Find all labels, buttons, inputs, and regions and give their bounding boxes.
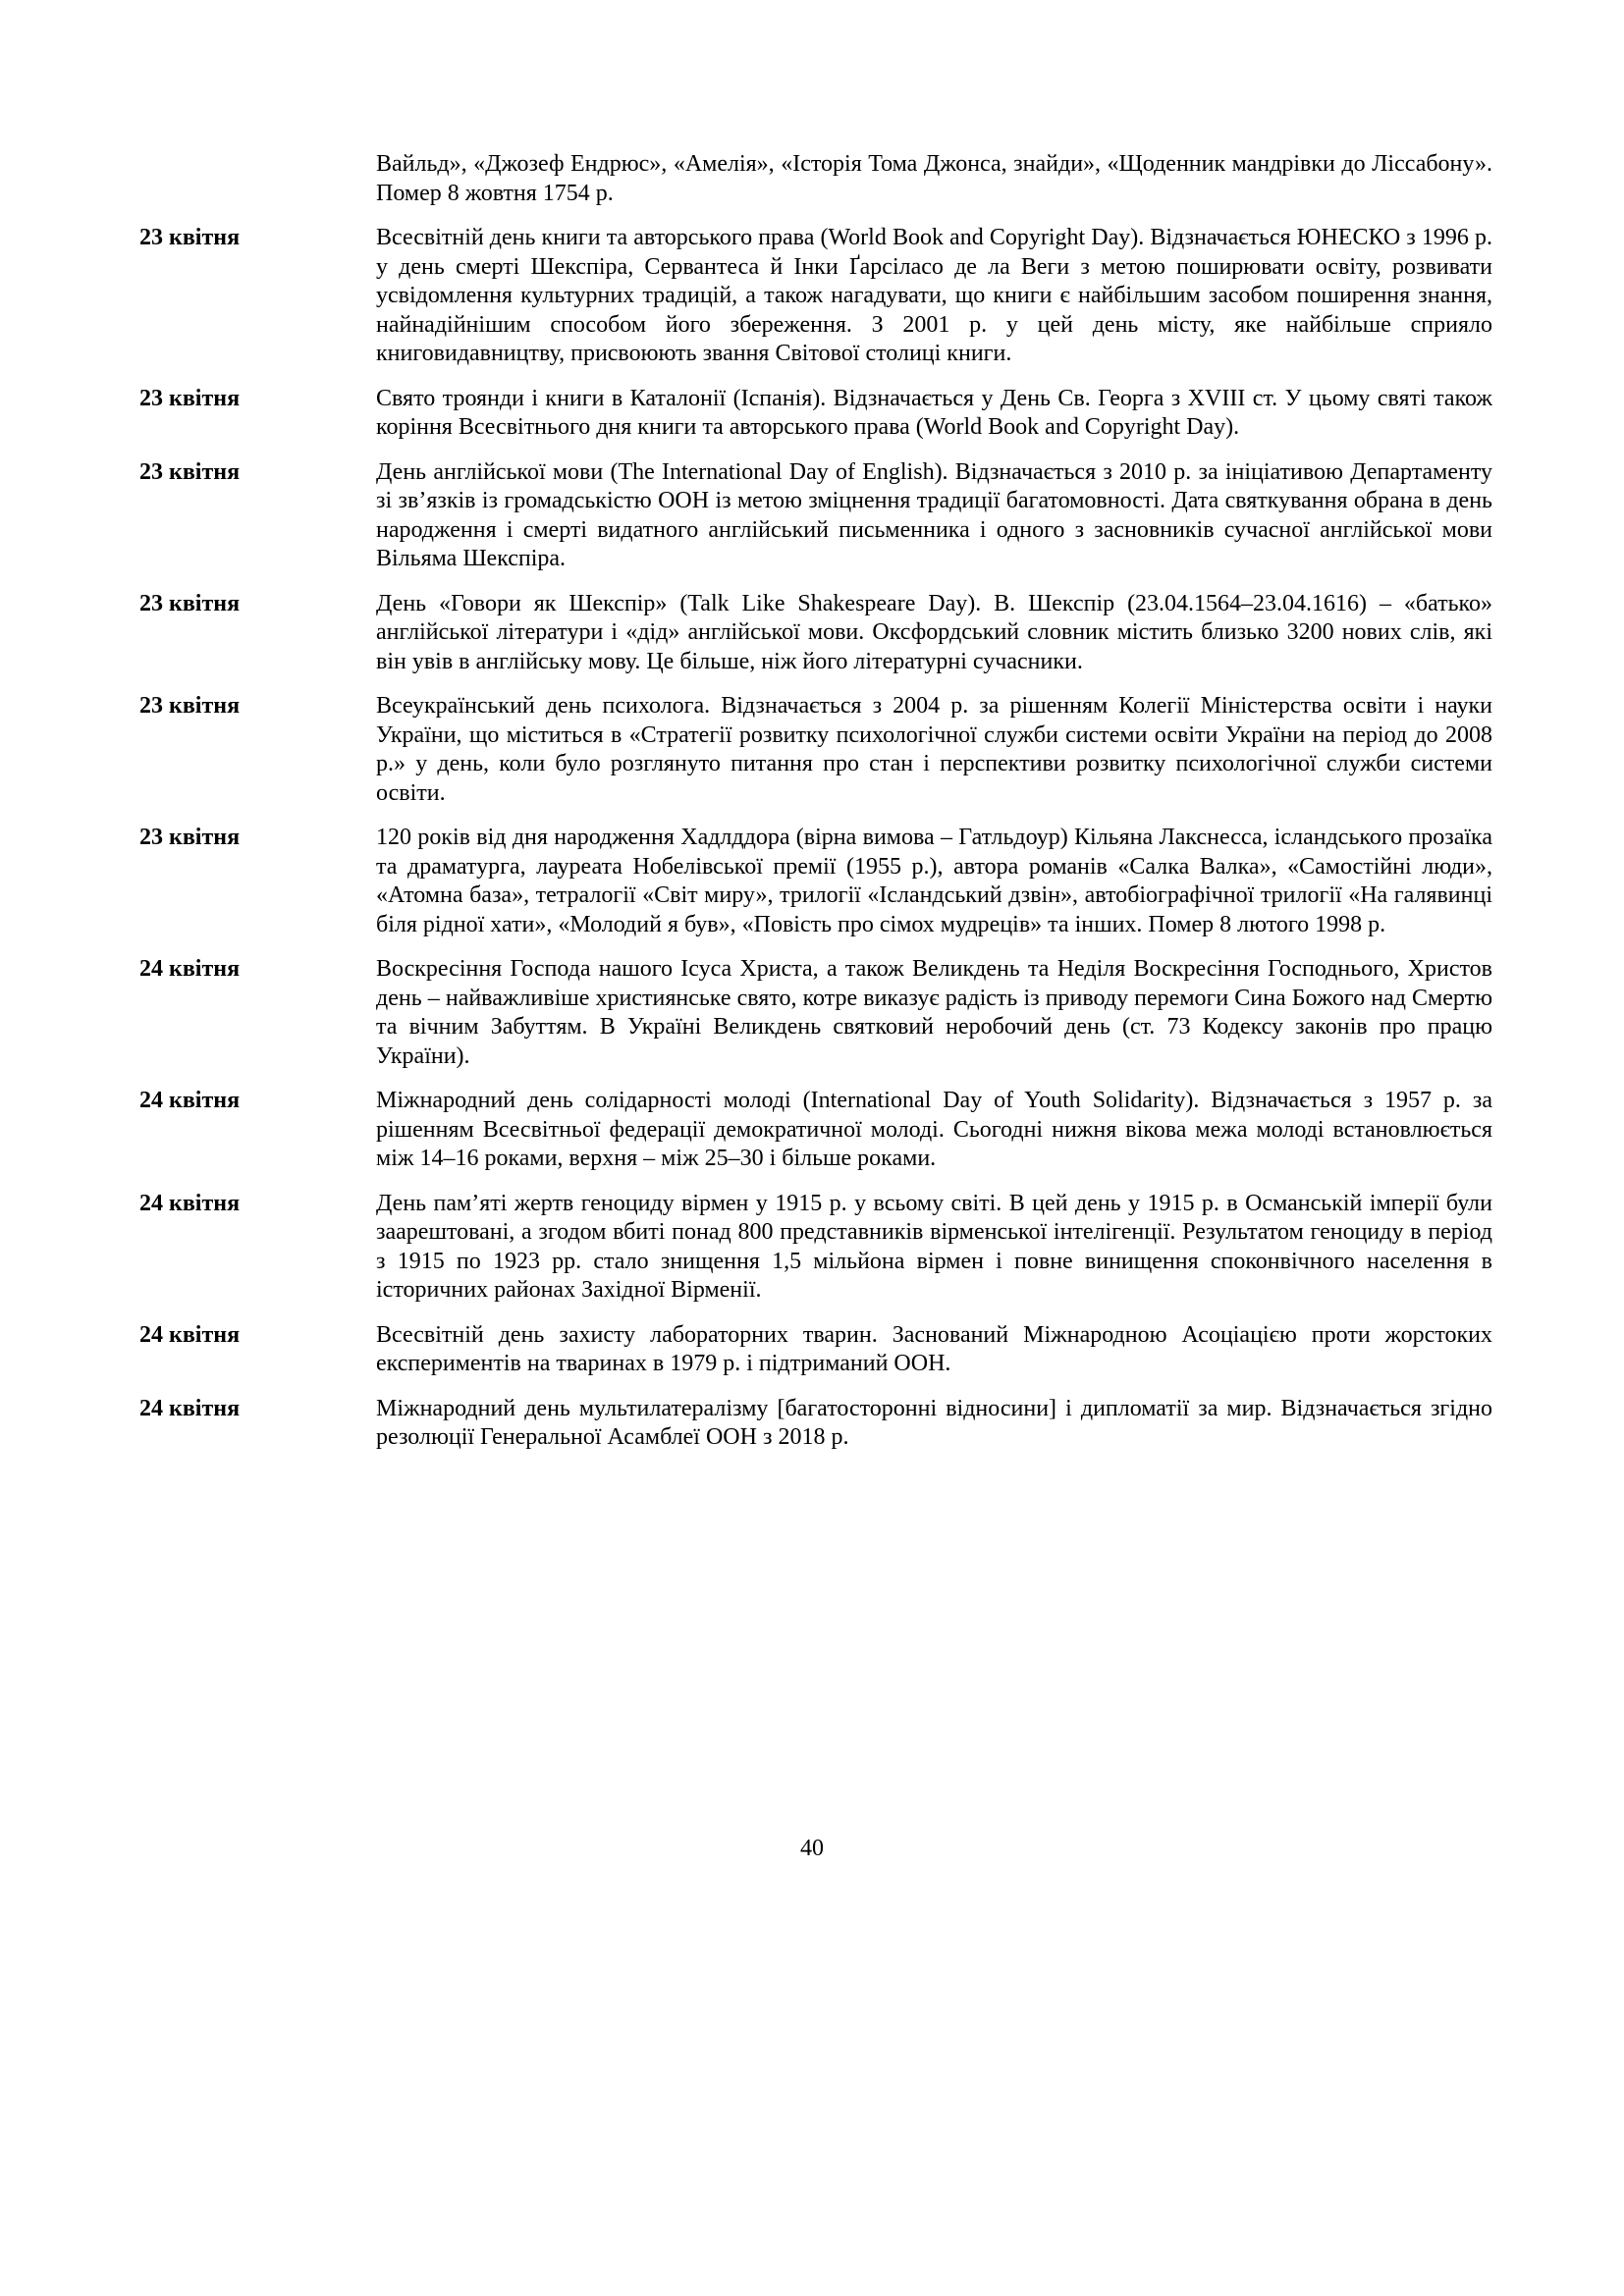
entry-date: 23 квітня [139, 693, 241, 719]
entry-date: 24 квітня [139, 1321, 241, 1348]
calendar-entry [139, 150, 1492, 208]
entry-date: 24 квітня [139, 1395, 241, 1421]
entry-date: 23 квітня [139, 458, 241, 485]
calendar-entry [139, 1087, 1492, 1174]
entry-description: 120 років від дня народження Хадлддора (вірна вимова – Гатльдоур) Кільяна Лакснесса, ісландського прозаїка та драматурга, лауреата Нобелівської премії (1955 р.), автора романів «Салка Валка», «Самостійні люди», «Атомна база», тетралогії «Світ миру», трилогії «Ісландський дзвін», автобіографічної трилогії «На галявинці біля рідної хати», «Молодий я був», «Повість про сімох мудреців» та інших. Помер 8 лютого 1998 р. [376, 825, 1492, 937]
entry-date: 23 квітня [139, 590, 241, 616]
calendar-entry [139, 458, 1492, 574]
entry-date: 23 квітня [139, 825, 241, 850]
entry-description: Вайльд», «Джозеф Ендрюс», «Амелія», «Історія Тома Джонса, знайди», «Щоденник мандрівки до Ліссабону». Помер 8 жовтня 1754 р. [376, 151, 1492, 206]
entry-description: Всесвітній день захисту лабораторних тварин. Заснований Міжнародною Асоціацією проти жорстоких експериментів на тваринах в 1979 р. і підтриманий ООН. [376, 1321, 1492, 1376]
entry-description: Воскресіння Господа нашого Ісуса Христа, а також Великдень та Неділя Воскресіння Господнього, Христов день – найважливіше християнське свято, котре виказує радість із приводу перемоги Сина Божого над Смертю та вічним Забуттям. В Україні Великдень святковий неробочий день (ст. 73 Кодексу законів про працю України). [376, 956, 1492, 1069]
entry-description: День пам’яті жертв геноциду вірмен у 1915 р. у всьому світі. В цей день у 1915 р. в Османській імперії були заарештовані, а згодом вбиті понад 800 представників вірменської інтелігенції. Результатом геноциду в період з 1915 по 1923 рр. стало знищення 1,5 мільйона вірмен і повне винищення споконвічного населення в історичних районах Західної Вірменії. [376, 1190, 1492, 1303]
entry-description: Міжнародний день солідарності молоді (International Day of Youth Solidarity). Відзначається з 1957 р. за рішенням Всесвітньої федерації демократичної молоді. Сьогодні нижня вікова межа молоді встановлюється між 14–16 роками, верхня – між 25–30 і більше роками. [376, 1088, 1492, 1171]
entry-description: Всесвітній день книги та авторського права (World Book and Copyright Day). Відзначається ЮНЕСКО з 1996 р. у день смерті Шекспіра, Сервантеса й Інки Ґарсіласо де ла Веги з метою поширювати освіту, розвивати усвідомлення культурних традицій, а також нагадувати, що книги є найбільшим засобом поширення знання, найнадійнішим способом його збереження. З 2001 р. у цей день місту, яке найбільше сприяло книговидавництву, присвоюють звання Світової столиці книги. [376, 225, 1492, 366]
entry-date: 24 квітня [139, 956, 241, 982]
entry-date: 23 квітня [139, 385, 241, 411]
entry-date: 24 квітня [139, 1190, 241, 1216]
calendar-entry [139, 955, 1492, 1071]
calendar-entry [139, 385, 1492, 443]
calendar-entry [139, 224, 1492, 369]
entry-description: Міжнародний день мультилатералізму [багатосторонні відносини] і дипломатії за мир. Відзначається згідно резолюції Генеральної Асамблеї ООН з 2018 р. [376, 1395, 1492, 1450]
entry-description: Свято троянди і книги в Каталонії (Іспанія). Відзначається у День Св. Георга з XVIII ст. У цьому святі також коріння Всесвітнього дня книги та авторського права (World Book and Copyright Day). [376, 385, 1492, 440]
calendar-entry [139, 824, 1492, 939]
entry-date: 24 квітня [139, 1088, 241, 1113]
calendar-entry [139, 1321, 1492, 1379]
entry-description: День англійської мови (The International Day of English). Відзначається з 2010 р. за ініціативою Департаменту зі зв’язків із громадськістю ООН із метою зміцнення традиції багатомовності. Дата святкування обрана в день народження і смерті видатного англійський письменника і одного з засновників сучасної англійської мови Вільяма Шекспіра. [376, 458, 1492, 571]
calendar-entry [139, 1395, 1492, 1453]
calendar-entry [139, 590, 1492, 677]
entry-date: 23 квітня [139, 225, 241, 250]
entry-description: Всеукраїнський день психолога. Відзначається з 2004 р. за рішенням Колегії Міністерства освіти і науки України, що міститься в «Стратегії розвитку психологічної служби системи освіти України на період до 2008 р.» у день, коли було розглянуто питання про стан і перспективи розвитку психологічної служби системи освіти. [376, 693, 1492, 806]
entry-description: День «Говори як Шекспір» (Talk Like Shakespeare Day). В. Шекспір (23.04.1564–23.04.1616) – «батько» англійської літератури і «дід» англійської мови. Оксфордський словник містить близько 3200 нових слів, які він увів в англійську мову. Це більше, ніж його літературні сучасники. [376, 590, 1492, 674]
calendar-entry [139, 1190, 1492, 1306]
calendar-entries [139, 150, 1492, 1453]
page-number: 40 [800, 1836, 824, 1861]
calendar-entry [139, 692, 1492, 808]
